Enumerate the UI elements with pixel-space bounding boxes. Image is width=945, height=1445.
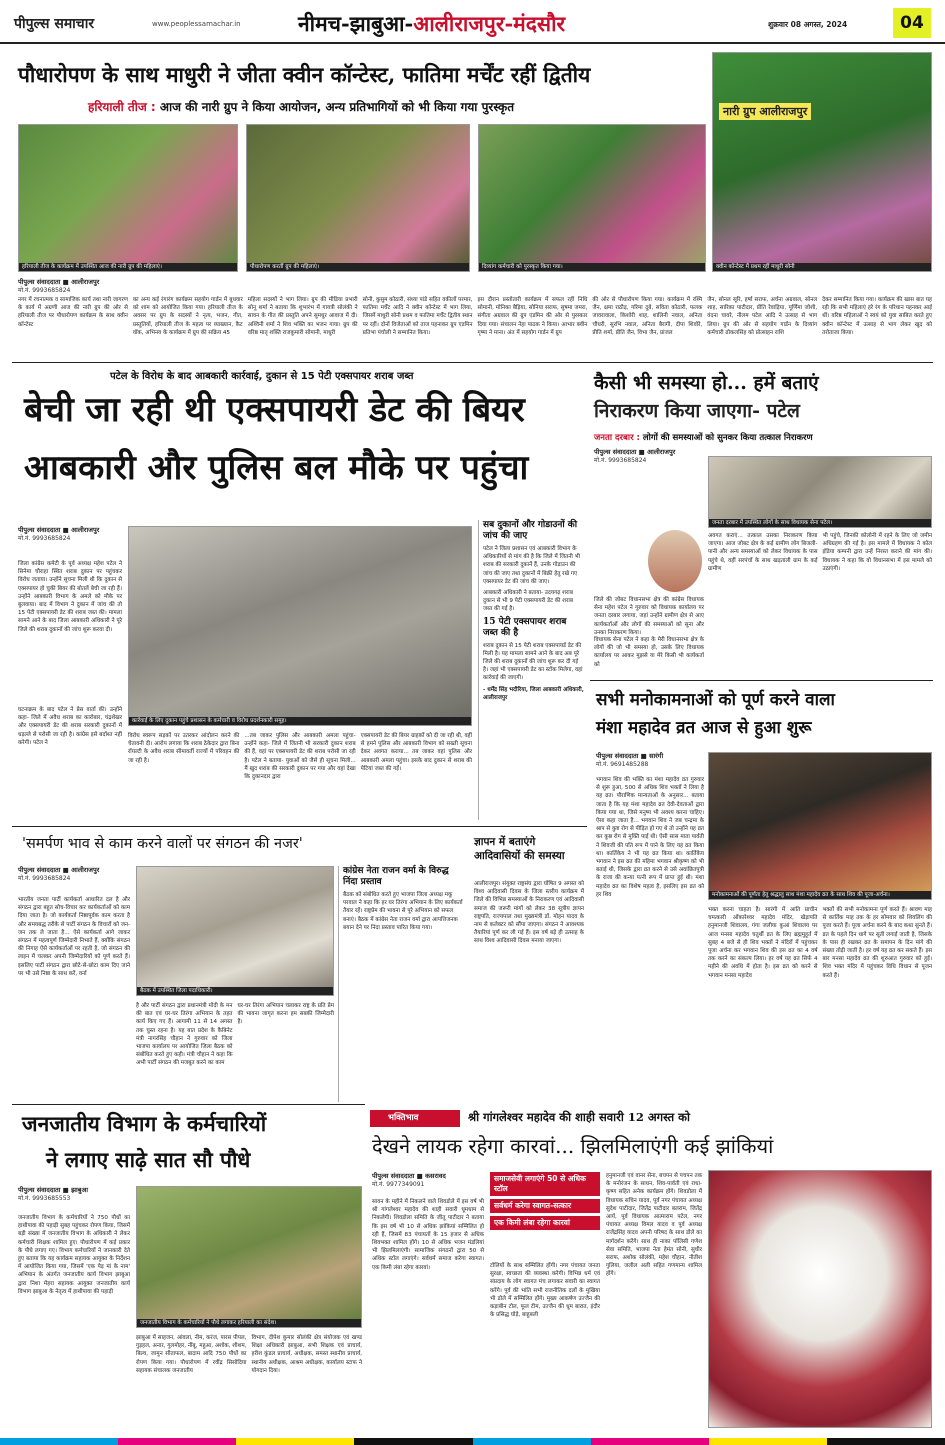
story3-subhead-text: लोगों की समस्याओं को सुनकर किया तत्काल निराकरण — [642, 433, 813, 443]
story7-col-1: जनजातीय विभाग के कर्मचारियों ने 750 पौधों का हाथीपावा की पहाड़ी सुबह पहुंचकर रोपण किया, जिसमें बड़ी संख्या में जनजातीय विभाग के अधिकारी ने लेकर कर्मचारी शिक्षक शामिल हुए। पौधारोपण में कई प्रकार के पौधे लगाए गए। विभाग कर्मचारियों ने जानकारी देते हुए बताया कि यह कार्यक्रम सहायक आयुक्त के निर्देशन में आयोजित किया गया, जिसमें 'एक पेड़ मां के नाम' अभियान के अंतर्गत जनजातीय कार्य विभाग झाबुआ द्वारा निशा मेहरा सहायक आयुक्त जनजातीय कार्य विभाग झाबुआ के नेतृत्व में हाथीपावा की पहाड़ी — [18, 1215, 130, 1295]
publication-logo: पीपुल्स समाचार — [14, 16, 95, 32]
story5-col-2: है और पार्टी संगठन द्वारा प्रधानमंत्री मोदी के मन की बात एवं घर-घर तिरंगा अभियान के तहत कार्य किए गए हैं। आगामी 11 से 14 अगस्त तक चुस्त रहना है। यह बात प्रदेश के कैबिनेट मंत्री नागरसिंह चौहान ने गुरुवार को जिला भाजपा कार्यालय पर आयोजित जिला बैठक को संबोधित करते हुए कही। मंत्री चौहान ने कहा कि अभी पार्टी संगठन की मजबूत करने का काम — [136, 1003, 233, 1067]
story8-bullets — [490, 1172, 600, 1233]
story8-bullet: एक किमी लंबा रहेगा कारवां — [490, 1216, 600, 1230]
story8-bullet: सर्वधर्म करेगा स्वागत-सत्कार — [490, 1199, 600, 1213]
story2-headline-1: बेची जा रही थी एक्सपायरी डेट की बियर — [24, 390, 525, 430]
edition-title-part-2: आलीराजपुर-मंदसौर — [413, 11, 566, 36]
story2-headline-2: आबकारी और पुलिस बल मौके पर पहुंचा — [24, 448, 529, 488]
story1-mobile: मो.नं. 9993685824 — [18, 287, 71, 294]
story1-byline-text: पीपुल्स संवाददाता ■ आलीराजपुर — [18, 278, 100, 286]
story2-col-1b: घटनाक्रम के बाद पटेल ने प्रेस वार्ता की। उन्होंने कहा- जिले में अवैध शराब का कारोबार, चंद्रशेखर और एक्सपायरी डेट की शराब सरकारी दुकानों में धड़ल्ले से परोसी जा रही है। कांग्रेस इसे बर्दाश्त नहीं करेगी। पटेल ने — [18, 707, 122, 746]
story5-body — [136, 1002, 334, 1100]
story2-sidebar — [478, 520, 584, 820]
story5-byline — [18, 866, 130, 883]
story2-side-text: पटेल ने जिला प्रशासन एवं आबकारी विभाग के अधिकारियों से मांग की है कि जिले में जितनी भी शराब की सरकारी दुकानें हैं, उनके गोडाउन की जांच की जाए तथा दुकानों में बिक्री हेतु रखे गए एक्सपायर डेट की जांच की जाए। — [483, 546, 580, 585]
story1-col-2: का अन्य कई रंगारंग कार्यक्रम सहयोग गार्डन में बुधवार को शाम को आयोजित किया गया। हरियाली तीज के अवसर पर ग्रुप के सदस्यों ने नृत्य, भजन, गीत, प्रस्तुतियों, हरियाली तीज के महत्व पर व्याख्यान, कैट वॉक, अभिनय के कार्यक्रम में ग्रुप की सक्रिय 45 — [132, 297, 243, 336]
story3-col-2: अवगत कराएं... तत्काल उसका निराकरण किया जाएगा। आज जोबट क्षेत्र के कई ग्रामीण लोग बिजली-पानी और अन्य समस्याओं को लेकर विधायक के पास पहुंचे थे, वहीं सरपंचों के साथ खड़ताली ग्राम के कई ग्रामीण — [708, 533, 818, 572]
story7-mobile: मो.नं. 9993685553 — [18, 1195, 71, 1202]
story3-subhead — [594, 432, 932, 443]
story4-col-3: भक्तों की सभी मनोकामना पूर्ण करते हैं। श्रावण माह से कार्तिक माह तक के हर सोमवार को शिवलिंग की पूजा करते हैं। पूजा अर्चना करने के बाद कथा सुनते हैं। व्रत के पहले दिन धागे पर सूती लगाई जाती है, जिसके के पास ही रखकर व्रत के समापन के दिन मांगे की संख्या तोड़ी जाती है। हर वर्ष यह व्रत कर सकते हैं। इस बार मनसा महादेव व्रत की शुरुआत गुरुवार को हुई। शिव भक्त मंदिर में पहुंचकर विधि विधान से पूजन करते हैं। — [822, 907, 932, 979]
story1-col-8: देकर सम्मानित किया गया। कार्यक्रम की खास बात यह रही कि सभी महिलाएं हरे रंग के परिधान पहनकर आई थीं। वरिष्ठ महिलाओं ने स्वयं को युवा साबित करते हुए क्वीन कॉन्टेस्ट में उत्साह से भाग लेकर खुद को तरोताजा किया। — [822, 297, 932, 336]
story2-kicker: पटेल के विरोध के बाद आबकारी कार्रवाई, दुकान से 15 पेटी एक्सपायर शराब जब्त — [110, 371, 414, 382]
story2-photo — [128, 526, 472, 726]
story7-headline-1: जनजातीय विभाग के कर्मचारियों — [22, 1111, 267, 1136]
divider — [12, 1104, 365, 1105]
story6-headline-2: आदिवासियों की समस्या — [474, 850, 565, 862]
story4-caption: मनोकामनाओं की पूर्णता हेतु श्रद्धालु साथ मंशा महादेव व्रत के साथ शिव की पूजा-अर्चना। — [709, 891, 931, 899]
story1-subhead — [88, 98, 708, 115]
story3-headline-1: कैसी भी समस्या हो... हमें बताएं — [594, 372, 819, 394]
story2-quote-by: - धर्मेंद्र सिंह भदौरिया, जिला आबकारी अधिकारी, आलीराजपुर — [483, 686, 584, 701]
story2-col-2: विरोध स्वरूप सड़कों पर उतरकर आंदोलन करने की चेतावनी दी। आरोप लगाया कि शराब ठेकेदार द्वारा बिना रॉयल्टी के अवैध शराब सीमावर्ती राज्यों में परिवहन की जा रही है। — [128, 733, 240, 764]
story8-mobile: मो.नं. 9977349091 — [372, 1181, 425, 1188]
story7-byline-text: पीपुल्स संवाददाता ■ झाबुआ — [18, 1186, 89, 1194]
divider — [12, 362, 933, 363]
story1-col-6: की ओर से पौधारोपण किया गया। कार्यक्रम में रश्मि जैन, क्षमा राठौड़, गरिमा दुबे, सविता कोठारी, फलक जावरावाला, किशोरी शाह, शालिनी नवाल, अनिता चौधरी, सुरभि नवाल, अनिता बैरागी, दीपा शिवोरे, प्रीति शर्मा, प्रीति जैन, विभा जैन, प्रांजल — [592, 297, 703, 336]
story3-col-3: भी पहुंचे, जिनकी कोलोनी में रहने के लिए जो जमीन अधिग्रहण की गई है। इस मामले में विधायक ने कोल इंडिया कम्पनी द्वारा उन्हें निरस्त कराने की मांग की। विधायक ने कहा कि वो विधानसभा में इस मामले को उठाएंगी। — [822, 533, 932, 572]
story7-col-2: झाबुआ में साहजन, आंवला, नीम, करंज, पारस पीपल, गुड़हल, अनार, गुलमोहर, नींबू, महुआ, अशोक, शीशम, बिल्व, जामुन सीताफल, बादाम आदि 750 पौधों का रोपण किया गया। पौधारोपण में रवींद्र सिसोदिया सहायक संचालक जनजातीय — [136, 1335, 247, 1374]
story3-col-1b: विधायक सेना पटेल ने कहा के मेरी विधानसभा क्षेत्र के लोगों की जो भी समस्या हो, उसके लिए विधायक कार्यालय पर आकर मुझसे या मेरे किसी भी कार्यकर्ता को — [594, 637, 704, 668]
story8-col-1: सावन के महीने में निकलने वाले शिवडोले में इस वर्ष भी श्री गांगलेश्वर महादेव की शाही सवारी धूमधाम से निकलेगी। शिवडोला समिति के जीतू पाटीदार ने बताया कि इस वर्ष भी 10 से अधिक झांकियां सम्मिलित हो रही हैं, जिसमें 83 पंचायतों के 15 हजार से अधिक शिवभक्त शामिल होंगे। 10 से अधिक भजन मंडलियां भी झिलमिलाएंगी। सामाजिक संगठनों द्वारा 50 से अधिक स्टॉल लगाएंगे। सर्वधर्म समाज करेगा स्वागत। एक किमी लंबा रहेगा कारवां। — [372, 1199, 484, 1271]
edition-title — [298, 10, 565, 38]
story7-caption: जनजातीय विभाग के कर्मचारियों ने पौधे लगाकर हरियाली का संदेश। — [137, 1319, 361, 1327]
story5-photo — [136, 866, 334, 996]
story8-photo — [708, 1170, 932, 1428]
story1-byline — [18, 278, 118, 295]
story8-tag: भक्तिभाव — [370, 1110, 460, 1127]
story1-subhead-text: आज की नारी ग्रुप ने किया आयोजन, अन्य प्रतिभागियों को भी किया गया पुरस्कृत — [159, 100, 515, 114]
story1-banner: नारी ग्रुप आलीराजपुर — [719, 103, 811, 120]
story7-body — [136, 1334, 362, 1428]
story1-caption-4: क्वीन कॉन्टेस्ट में प्रथम रहीं माधुरी सोनी — [713, 263, 931, 271]
story2-mobile: मो.नं. 9993685824 — [18, 535, 71, 542]
story2-byline-text: पीपुल्स संवाददाता ■ आलीराजपुर — [18, 526, 100, 534]
story2-col-4: एक्सपायरी डेट की बियर ग्राहकों को दी जा रही थी, वहीं से हमने पुलिस और आबकारी विभाग को सख्ती सूचना देकर अवगत कराया... तब जाकर वहां पुलिस और आबकारी अमला पहुंचा। इसके बाद दुकान से शराब की पेटियां जब्त की गईं। — [360, 733, 472, 772]
story6-headline-1: ज्ञापन में बताएंगे — [474, 836, 536, 848]
story8-kicker: श्री गांगलेश्वर महादेव की शाही सवारी 12 अगस्त को — [468, 1110, 690, 1124]
story1-photo-planting — [246, 124, 470, 272]
story8-headline: देखने लायक रहेगा कारवां... झिलमिलाएंगी कई झांकियां — [372, 1134, 774, 1158]
story4-body — [708, 906, 932, 1018]
story7-headline-2: ने लगाए साढ़े सात सौ पौधे — [46, 1147, 251, 1172]
story2-side-head-2: 15 पेटी एक्सपायर शराब जब्त की है — [483, 616, 567, 638]
story3-kicker: जनता दरबार : — [594, 433, 640, 443]
story3-mobile: मो.नं. 9993685824 — [594, 457, 647, 464]
story5-side-text: बैठक को संबोधित करते हुए भाजपा जिला अध्यक्ष मकू परवाल ने कहा कि हर घर तिरंगा अभियान के लिए कार्यकर्ता तैयार रहें। राष्ट्रप्रेम की भावना से पूरे अभियान को सफल बनाएं। बैठक में कांग्रेस नेता राजन वर्मा द्वारा आपत्तिजनक बयान देने पर निंदा प्रस्ताव पारित किया गया। — [343, 892, 463, 931]
story4-photo — [708, 752, 932, 900]
story2-caption: कार्रवाई के लिए दुकान पहुंचे प्रशासन के कर्मचारी व विरोध प्रदर्शनकारी समूह। — [129, 717, 471, 725]
story8-byline — [372, 1172, 484, 1189]
story1-col-5: इस दौरान प्रस्तोतारी कार्यक्रम में सफल रहीं निधि सोमानी, मोनिका बैड़िया, सोनिया सराफ, सुषमा जमरा, संगीता अग्रवाल की ग्रुप एडमिन की ओर से पुरस्कार दिया गया। संचालन नेहा पाठक ने किया। आभार क्वीन गृष्मा ने माना। अंत में सहयोग गार्डन में ग्रुप — [477, 297, 588, 336]
masthead — [0, 0, 945, 44]
story1-photo-queen — [712, 52, 932, 272]
story4-col-2: भक्त करना चाहता है। सारंगी में आति प्राचीन चमत्कारी ओंकारेश्वर महादेव मंदिर, खेड़ापति हनुमानजी शिवालय, गंगा जलीया कुआं शिवालय पर आज मनसा महादेव चतुर्थी व्रत के लिए ब्रह्ममुहूर्त में सुबह 4 बजे से ही शिव भक्तों ने मंदिरों में पहुंचकर पूजा अर्चना कर भगवान शिव की इस व्रत का 4 वर्ष तक करने का संकल्प लिया। हर वर्ष यह व्रत सिर्फ 4 महीने की अवधि में होता है। इस व्रत को करने से भगवान मनसा महादेव — [708, 907, 818, 979]
story3-photo — [708, 456, 932, 528]
story8-bullet: समाजसेवी लगाएंगे 50 से अधिक स्टॉल — [490, 1172, 600, 1196]
story3-caption: जनता दरबार में उपस्थित लोगों के साथ विधायक सेना पटेल। — [709, 519, 931, 527]
story4-headline-1: सभी मनोकामनाओं को पूर्ण करने वाला — [596, 690, 835, 710]
story4-mobile: मो.नं. 9691485288 — [596, 761, 649, 768]
story8-byline-text: पीपुल्स संवाददाता ■ कसरावद — [372, 1172, 446, 1180]
story7-photo — [136, 1186, 362, 1328]
story3-byline-text: पीपुल्स संवाददाता ■ आलीराजपुर — [594, 448, 676, 456]
story2-byline — [18, 526, 122, 543]
story2-side-text-2: आबकारी अधिकारी ने बताया- उदयगढ़ शराब दुकान से भी 9 पेटी एक्सपायरी डेट की शराब जब्त की गई है। — [483, 590, 573, 613]
story1-col-1: नगर में रचनात्मक व सामाजिक कार्य तथा नारी जागरण के कार्य में अग्रणी आज की नारी ग्रुप की ओर से हरियाली तीज पर पौधारोपण कार्यक्रम के साथ क्वीन कॉन्टेस्ट — [18, 297, 128, 328]
story3-col-1: जिले की जोबट विधानसभा क्षेत्र की कांग्रेस विधायक सेना महेश पटेल ने गुरुवार को विधायक कार्यालय पर जनता दरबार लगाया, जहां उन्होंने ग्रामीण क्षेत्र से आए कार्यकर्ताओं और लोगों की समस्याओं को सुना और उनका निराकरण किया। — [594, 597, 704, 636]
story1-caption-2: पौधारोपण करतीं ग्रुप की महिलाएं। — [247, 263, 469, 271]
story3-body — [708, 532, 932, 632]
issue-date: शुक्रवार 08 अगस्त, 2024 — [768, 20, 848, 29]
story5-col-3: घर-घर तिरंगा अभियान चलाकर राष्ट्र के प्रति प्रेम की भावना जागृत करना हम सबकी जिम्मेदारी है। — [237, 1003, 334, 1026]
page-number: 04 — [893, 8, 931, 38]
story4-headline-2: मंशा महादेव व्रत आज से हुआ शुरू — [596, 718, 812, 738]
story5-sidebar — [338, 866, 466, 1102]
edition-title-part-1: नीमच-झाबुआ- — [298, 11, 414, 36]
story1-kicker: हरियाली तीज : — [88, 100, 156, 114]
story1-col-3: महिला सदस्यों ने भाग लिया। ग्रुप की मीडिया प्रभारी सोनू शर्मा ने बताया कि शुभारंभ में गायत्री सोलंकी ने सावन के गीत की प्रस्तुति अपने सुमधुर आवाज में दी। अश्विनी शर्मा ने शिव भक्ति का भजन गाया। ग्रुप की वरिष्ठ मातृ शक्ति राजकुमारी सोमानी, माधुरी — [247, 297, 358, 336]
story4-col-1: भगवान शिव की भक्ति का मंशा महादेव व्रत गुरुवार से शुरू हुआ, 500 से अधिक शिव भक्तों ने लिया है यह व्रत। पौराणिक मान्यताओं के अनुसार... बताया जाता है कि यह मंशा महादेव व्रत देवी-देवताओं द्वारा किया गया था, जिसे मनुष्य भी अवश्य करना चाहिए। ऐसा कहा जाता है... भगवान शिव ने जब चन्द्रमा के श्राप से कुष्ट रोग से पीड़ित हो गए थे तो उन्होंने यह व्रत कर कुष्ठ रोग से मुक्ति पाई थी। ऐसी सास माता पार्वती ने शिवजी की पति रूप में पाने के लिए यह व्रत किया था। कार्तिकेय ने भी यह व्रत किया था। कार्तिकेय भगवान ने इस व्रत की महिमा भगवान श्रीकृष्ण को भी बताई थी, जिसके द्वारा व्रत करने से उसे अवांछितपुत्री के राजा की कन्या पत्नी रूप में प्राप्त हुई थी। मंशा महादेव व्रत का विशेष महत्व है, इसलिए इस व्रत को हर शिव — [596, 777, 704, 898]
story8-col-3: हनुमानजी एवं वानर सेना, बचपन से पचपन तक के मनोरंजन के साधन, शिव-पार्वती एवं राधा-कृष्ण सहित अनेक कार्यक्रम होंगे। शिवडोला में विधायक सचिन यादव, पूर्व नगर पंचायत अध्यक्ष सुदेश पाटीदार, जितेंद्र पाटीदार बलराम, जितेंद्र आर्य, पूर्व विधायक आत्माराम पटेल, नगर पंचायत अध्यक्ष विमल यादव व पूर्व अध्यक्ष राजेंद्रसिंह यादव अपनी परिषद के साथ डोले का मार्गदर्शन करेंगे। साथ ही नाका पॉलिसी गणेश सेवा समिति, भाजपा नेता हेमंत सोनी, सुधीर सराफ, अशोक सोलंकी, महेश चौहान, नीतीश गुलिया, जलील अली सहित गणमान्य शामिल होंगे। — [606, 1173, 702, 1278]
story5-headline: 'समर्पण भाव से काम करने वालों पर संगठन की नजर' — [22, 836, 303, 852]
divider — [12, 826, 587, 827]
story2-side-text-3: शराब दुकान से 15 पेटी शराब एक्सपायर्ड डेट की मिली है। यह मामला सामने आने के बाद अब पूरे जिले की शराब दुकानों की जांच शुरू कर दी गई है। जहां भी एक्सपायरी डेट का स्टॉक मिलेगा, वहां कार्रवाई की जाएगी। — [483, 642, 583, 682]
story2-col-1: जिला कांग्रेस कमेटी के पूर्व अध्यक्ष महेश पटेल ने सिनेमा चौराहा स्थित शराब दुकान पर पहुंचकर विरोध जताया। उन्होंने सूचना मिली थी कि दुकान से एक्सपायर हो चुकी बियर की बोतलें बेची जा रही हैं। उन्होंने आबकारी विभाग के अमले को मौके पर बुलवाया। बाद में विभाग ने दुकान में जांच की तो 15 पेटी एक्सपायरी डेट की शराब जब्त की। मामला सामने आने के बाद जिला आबकारी अधिकारी ने पूरे जिले की शराब दुकानों की जांच शुरू करवा दी। — [18, 561, 122, 633]
story7-col-3: विभाग, दीपेश कुमार सोलंकी क्षेत्र संयोजक एवं खण्ड शिक्षा अधिकारी झाबुआ, सभी शिक्षक एवं प्राचार्य, हरीश कुंडल प्राचार्य, अधीक्षक, समस्त स्थानीय प्राचार्य, स्थानीय अधीक्षक, आश्रम अधीक्षक, कार्यालय स्टाफ ने योगदान दिया। — [251, 1335, 362, 1374]
story5-mobile: मो.नं. 9993685824 — [18, 875, 71, 882]
story2-side-head: सब दुकानों और गोडाउनों की जांच की जाए — [483, 520, 578, 541]
story5-col-1: भारतीय जनता पार्टी कार्यकर्ता आधारित दल है और संगठन द्वारा बहुत सोच-विचार कर कार्यकर्ताओं को काम दिया जाता है। जो कार्यकर्ता निष्ठापूर्वक काम करता है और समयबद्ध तरीके से पार्टी संगठन के विचारों को जन-जन तक ले जाता है... ऐसे कार्यकर्ता आगे जाकर संगठन में महत्वपूर्ण जिम्मेदारी निभाते हैं, क्योंकि संगठन की निगाह ऐसे कार्यकर्ताओं पर रहती है, जो संगठन की लाइन में चलकर अपनी जिम्मेदारियों को पूर्ण करते हैं। इसलिए पार्टी संगठन द्वारा छोटे-से-छोटा काम दिए जाने पर भी उसे निष्ठा के साथ करें, वर्ना — [18, 897, 130, 977]
story7-byline — [18, 1186, 130, 1203]
story8-col-2: टोलियों के साथ सम्मिलित होंगी। नगर पंचायत जनता सुरक्षा, स्वच्छता की व्यवस्था करेगी। विभिन्न धर्म एवं संप्रदाय के लोग स्वागत मंच लगाकर सवारी का स्वागत करेंगे। पूर्व की भांति सभी राजनीतिक दलों के मुखिया भी डोले में सम्मिलित होंगे। मुख्य आकर्षण उज्जैन की कड़ाबीन टोल, फूल टीम, उज्जैन की धूम बारात, इंदौर के प्रसिद्ध घोड़े, बाहुबली — [490, 1263, 600, 1319]
story3-headline-2: निराकरण किया जाएगा- पटेल — [594, 400, 800, 422]
story1-col-4: सोनी, कुसुम कोठारी, संध्या पांडे सहित वकीलों परमार, फातिमा मर्चेंट आदि ने क्वीन कॉन्टेस्ट में भाग लिया, जिसमें माधुरी सोनी प्रथम व फातिमा मर्चेंट द्वितीय स्थान पर रहीं। दोनों विजेताओं को ताज पहनाकर ग्रुप एडमिन प्रतिभा पंचोली ने सम्मानित किया। — [362, 297, 473, 336]
story5-caption: बैठक में उपस्थित जिला पदाधिकारी। — [137, 987, 333, 995]
story6-body: आलीराजपुर। संयुक्त राष्ट्रसंघ द्वारा घोषित 9 अगस्त को विश्व आदिवासी दिवस के जिला स्तरीय कार्यक्रम में जिले की विभिन्न समस्याओं के निराकरण एवं आदिवासी समाज की जरूरी मांगों को लेकर 38 सूत्रीय ज्ञापन राष्ट्रपति, राज्यपाल तथा मुख्यमंत्री डॉ. मोहन यादव के नाम से कलेक्टर को सौंपा जाएगा। संगठन ने आवश्यक तैयारियां पूर्ण कर ली गई हैं। इस वर्ष बड़े ही उत्साह के साथ विश्व आदिवासी दिवस मनाया जाएगा। — [474, 881, 584, 945]
story1-caption-1: हरियाली तीज के कार्यक्रम में उपस्थित आज की नारी ग्रुप की महिलाएं। — [19, 263, 237, 271]
story2-col-3: ...तब जाकर पुलिस और आबकारी अमला पहुंचा- उन्होंने कहा- जिले में जितनी भी सरकारी दुकान शराब की हैं, वहां पर एक्सपायरी डेट की शराब परोसी जा रही है। पटेल ने बताया- युवाओं को जैसे ही सूचना मिली... मैं खुद शराब की सरकारी दुकान पर गया और वहां देखा कि दुकानदार द्वारा — [244, 733, 356, 781]
story1-caption-3: दिव्यांग कर्मचारी को पुरस्कृत किया गया। — [479, 263, 705, 271]
story2-body — [128, 732, 472, 820]
color-registration-strip — [0, 1438, 945, 1445]
story1-photo-award — [478, 124, 706, 272]
story1-body — [18, 296, 932, 358]
story1-headline: पौधारोपण के साथ माधुरी ने जीता क्वीन कॉन्टेस्ट, फातिमा मर्चेंट रहीं द्वितीय — [18, 62, 591, 87]
story3-byline — [594, 448, 704, 465]
story5-byline-text: पीपुल्स संवाददाता ■ आलीराजपुर — [18, 866, 100, 874]
story4-byline — [596, 752, 706, 769]
story5-side-head: कांग्रेस नेता राजन वर्मा के विरुद्ध निंदा प्रस्ताव — [343, 866, 449, 887]
story1-col-7: जैन, सोनल सूरि, हर्षा सराफ, अर्चना अग्रवाल, सोनल शाह, सारिका पाटीदार, प्रीति रेवाड़िया, पूर्णिमा जोशी, वंदना चावरे, नीलम पटेल आदि ने उत्साह से भाग लिया। ग्रुप की ओर से सहयोग गार्डन के दिव्यांग कर्मचारी ढोकलसिंह को प्रोत्साहन राशि — [707, 297, 818, 336]
story4-byline-text: पीपुल्स संवाददाता ■ सारंगी — [596, 752, 664, 760]
website-url: www.peoplessamachar.in — [152, 20, 241, 28]
story3-inset-photo — [648, 530, 702, 592]
story1-photo-group — [18, 124, 238, 272]
divider — [590, 680, 933, 681]
